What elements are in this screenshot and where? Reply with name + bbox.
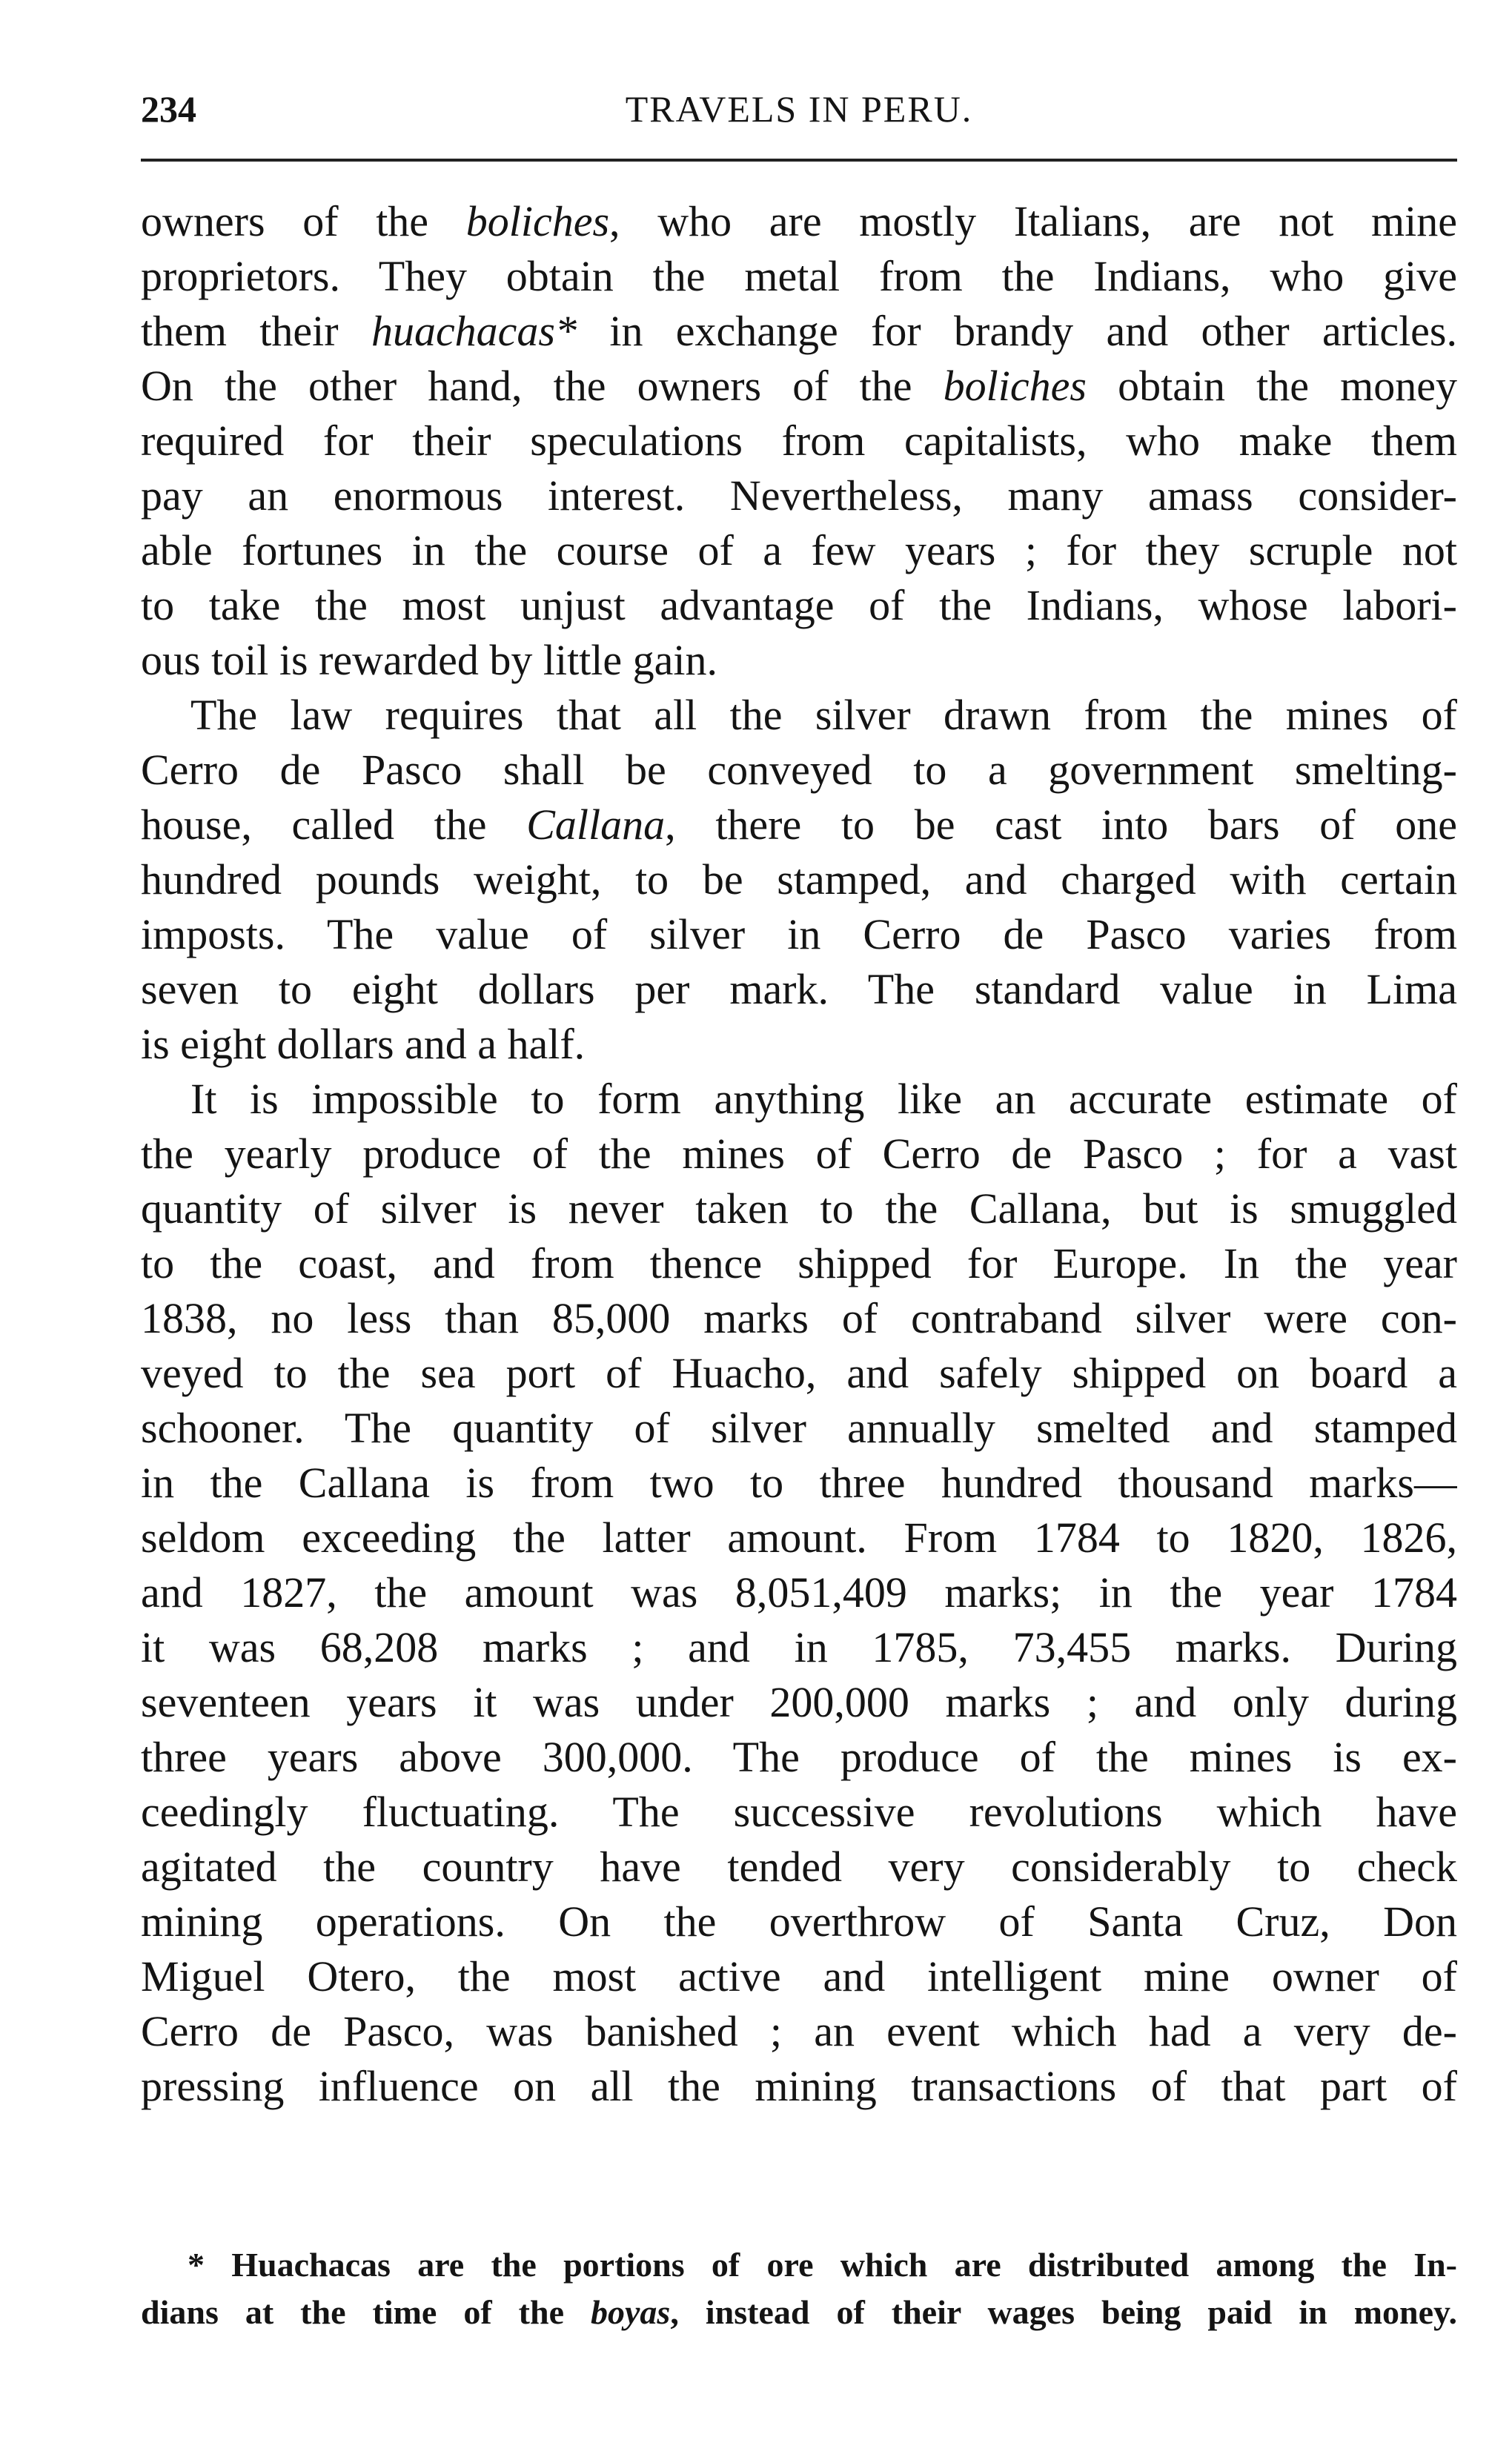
italic-term: boyas — [591, 2293, 671, 2331]
text-run: proprietors. They obtain the metal from the Indians, who give — [141, 252, 1457, 300]
text-run: house, called the — [141, 800, 527, 849]
italic-term: Callana — [526, 800, 666, 849]
text-line — [141, 468, 1457, 523]
text-run: dians at the time of the — [141, 2293, 591, 2331]
text-run: imposts. The value of silver in Cerro de Pasco varies from — [141, 910, 1457, 958]
text-line — [141, 907, 1457, 962]
text-line — [141, 688, 1457, 743]
text-line — [141, 1785, 1457, 1840]
header-rule — [141, 159, 1457, 162]
text-run: and 1827, the amount was 8,051,409 marks; in the year 1784 — [141, 1568, 1457, 1617]
text-line — [141, 1949, 1457, 2004]
page-body — [141, 194, 1457, 2114]
text-run: It is impossible to form anything like an accurate estimate of — [190, 1075, 1457, 1123]
text-line — [141, 359, 1457, 414]
text-line — [141, 1181, 1457, 1236]
text-line — [141, 1620, 1457, 1675]
text-run: , instead of their wages being paid in money. — [670, 2293, 1457, 2331]
text-run: hundred pounds weight, to be stamped, and charged with certain — [141, 855, 1457, 903]
text-line — [141, 2004, 1457, 2059]
text-run: pressing influence on all the mining transactions of that part of — [141, 2062, 1457, 2110]
text-line — [141, 798, 1457, 852]
running-title: TRAVELS IN PERU. — [625, 88, 973, 130]
text-line — [141, 1291, 1457, 1346]
text-run: in the Callana is from two to three hundred thousand marks— — [141, 1459, 1457, 1507]
text-run: On the other hand, the owners of the — [141, 362, 944, 410]
text-run: to the coast, and from thence shipped for Europe. In the year — [141, 1239, 1457, 1287]
text-run: is eight dollars and a half. — [141, 1020, 586, 1068]
text-run: The law requires that all the silver drawn from the mines of — [190, 691, 1457, 739]
footnote-line — [141, 2241, 1457, 2289]
text-line — [141, 852, 1457, 907]
text-line — [141, 304, 1457, 359]
text-line — [141, 1511, 1457, 1565]
text-run: quantity of silver is never taken to the Callana, but is smuggled — [141, 1184, 1457, 1233]
text-run: schooner. The quantity of silver annually smelted and stamped — [141, 1404, 1457, 1452]
text-line — [141, 1894, 1457, 1949]
text-run: , who are mostly Italians, are not mine — [609, 197, 1457, 245]
paragraph — [141, 194, 1457, 688]
text-line — [141, 578, 1457, 633]
text-run: to take the most unjust advantage of the Indians, whose labori- — [141, 581, 1457, 629]
italic-term: boliches — [465, 197, 610, 245]
text-run: ceedingly fluctuating. The successive revolutions which have — [141, 1788, 1457, 1836]
text-run: mining operations. On the overthrow of Santa Cruz, Don — [141, 1897, 1457, 1946]
text-run: them their — [141, 307, 371, 355]
text-run: in exchange for brandy and other articles. — [577, 307, 1457, 355]
text-run: it was 68,208 marks ; and in 1785, 73,455 marks. During — [141, 1623, 1457, 1671]
text-line — [141, 523, 1457, 578]
footnote-line — [141, 2289, 1457, 2336]
text-run: Cerro de Pasco, was banished ; an event which had a very de- — [141, 2007, 1457, 2055]
text-run: ous toil is rewarded by little gain. — [141, 636, 718, 684]
text-run: three years above 300,000. The produce of the mines is ex- — [141, 1733, 1457, 1781]
text-line — [141, 2059, 1457, 2114]
text-run: obtain the money — [1086, 362, 1457, 410]
text-line — [141, 1401, 1457, 1456]
text-run: , there to be cast into bars of one — [665, 800, 1457, 849]
text-line — [141, 1346, 1457, 1401]
text-line — [141, 1565, 1457, 1620]
text-line — [141, 249, 1457, 304]
text-run: seven to eight dollars per mark. The standard value in Lima — [141, 965, 1457, 1013]
text-run: owners of the — [141, 197, 466, 245]
text-line — [141, 1456, 1457, 1511]
text-run: * Huachacas are the portions of ore which are distributed among the In- — [188, 2246, 1457, 2284]
text-run: Miguel Otero, the most active and intelligent mine owner of — [141, 1952, 1457, 2000]
text-line — [141, 743, 1457, 798]
text-line — [141, 1675, 1457, 1730]
text-line — [141, 633, 1457, 688]
text-line — [141, 194, 1457, 249]
text-line — [141, 1236, 1457, 1291]
text-line — [141, 1840, 1457, 1894]
paragraph — [141, 688, 1457, 1072]
text-run: the yearly produce of the mines of Cerro de Pasco ; for a vast — [141, 1130, 1457, 1178]
text-line — [141, 1730, 1457, 1785]
paragraph — [141, 1072, 1457, 2114]
text-line — [141, 1017, 1457, 1072]
text-run: seventeen years it was under 200,000 marks ; and only during — [141, 1678, 1457, 1726]
text-run: pay an enormous interest. Nevertheless, many amass consider- — [141, 471, 1457, 520]
text-line — [141, 1072, 1457, 1127]
text-run: required for their speculations from capitalists, who make them — [141, 417, 1457, 465]
text-line — [141, 962, 1457, 1017]
text-run: Cerro de Pasco shall be conveyed to a government smelting- — [141, 746, 1457, 794]
italic-term: huachacas* — [371, 307, 577, 355]
text-line — [141, 1127, 1457, 1181]
text-run: seldom exceeding the latter amount. From 1784 to 1820, 1826, — [141, 1513, 1457, 1562]
text-run: 1838, no less than 85,000 marks of contraband silver were con- — [141, 1294, 1457, 1342]
text-run: able fortunes in the course of a few years ; for they scruple not — [141, 526, 1457, 574]
footnote — [141, 2241, 1457, 2336]
page-number: 234 — [141, 88, 196, 130]
italic-term: boliches — [943, 362, 1087, 410]
text-run: veyed to the sea port of Huacho, and safely shipped on board a — [141, 1349, 1457, 1397]
text-line — [141, 414, 1457, 468]
text-run: agitated the country have tended very considerably to check — [141, 1843, 1457, 1891]
